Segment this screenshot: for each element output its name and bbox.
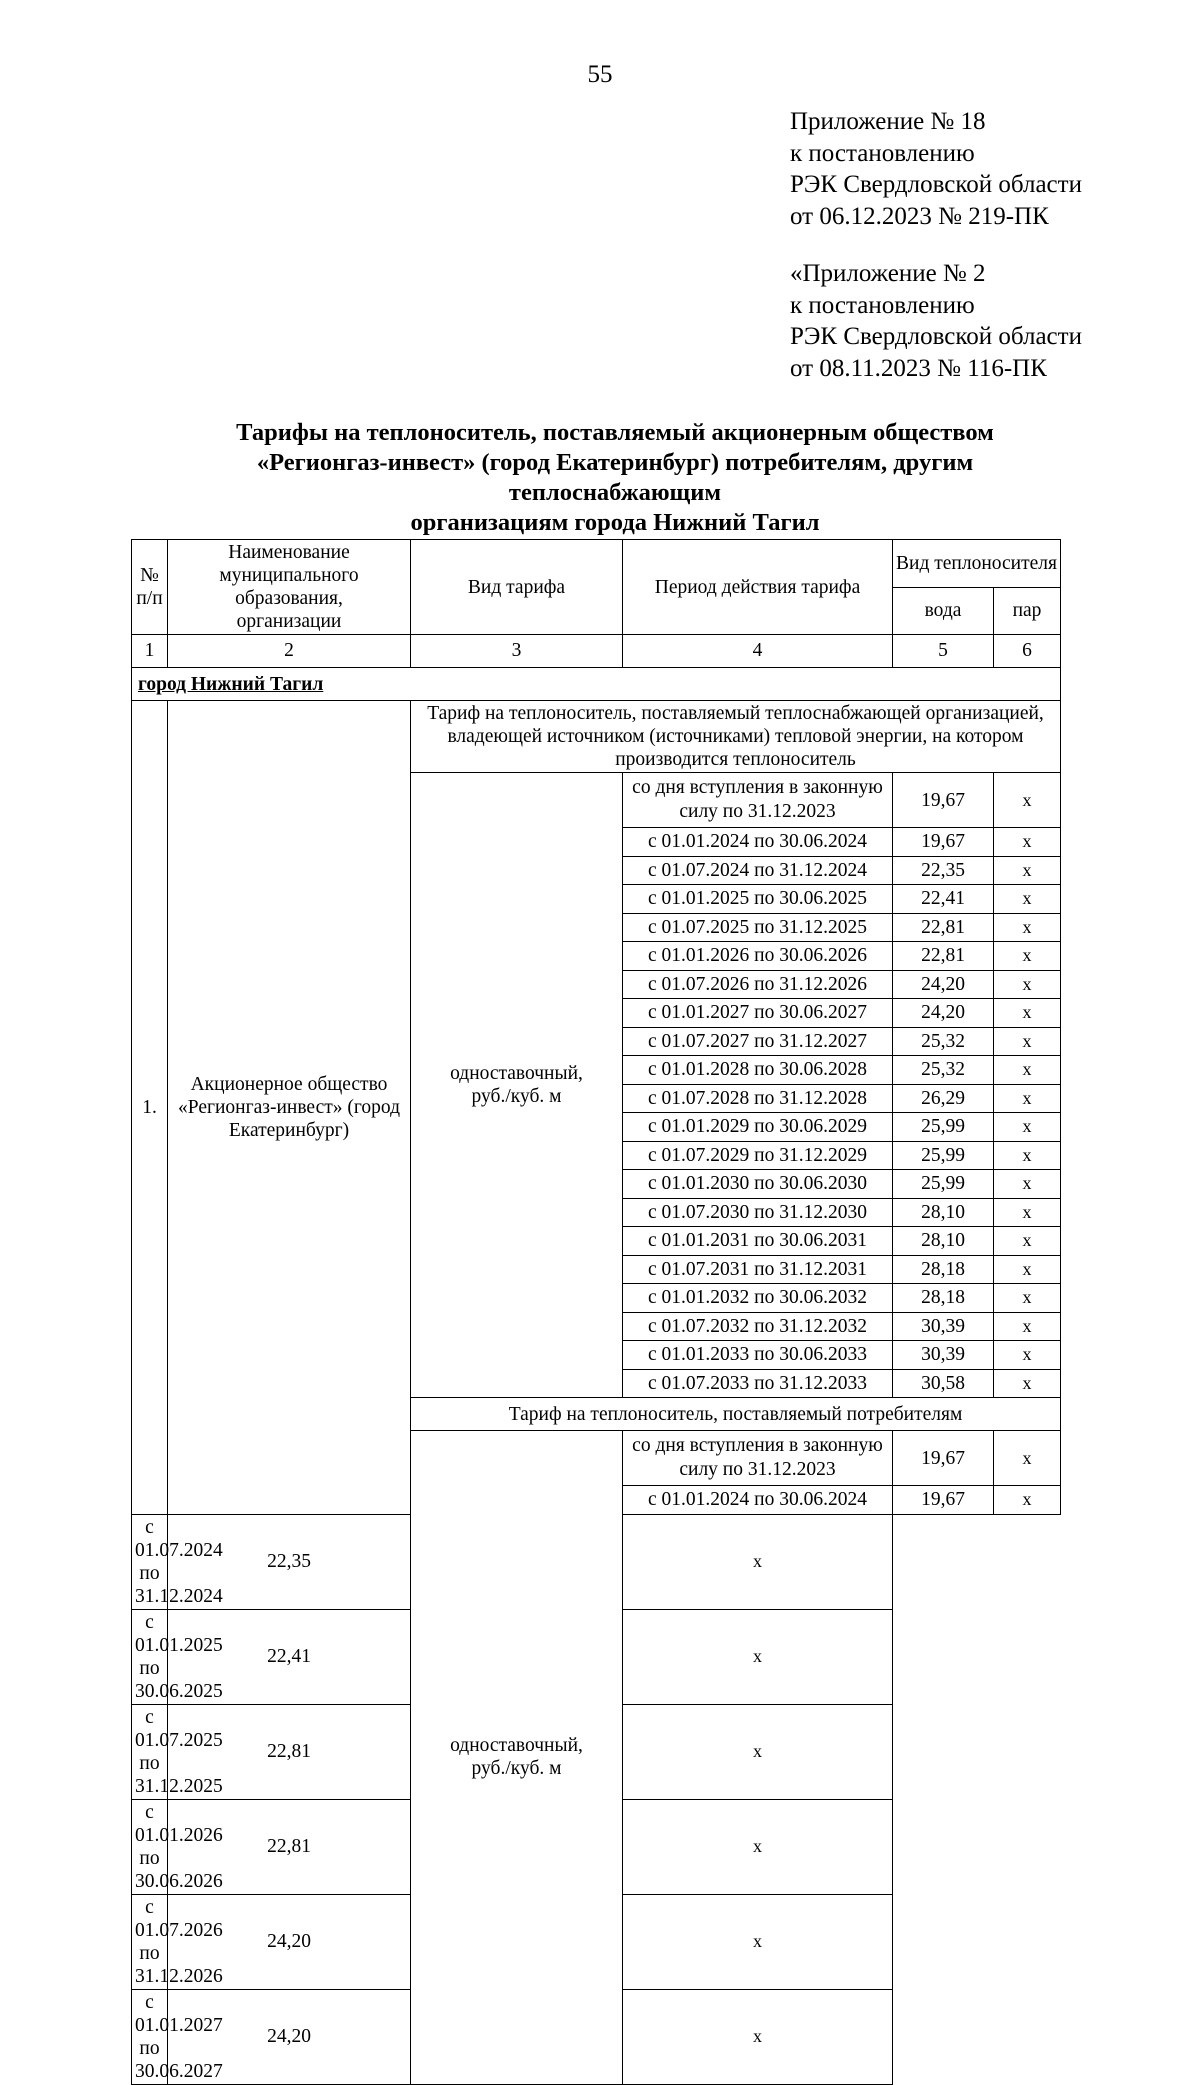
steam-value: х bbox=[994, 1141, 1061, 1170]
column-number-row bbox=[132, 635, 1061, 668]
period-cell: с 01.07.2025 по 31.12.2025 bbox=[623, 913, 893, 942]
column-number-1: 1 bbox=[132, 635, 168, 668]
steam-value: х bbox=[994, 970, 1061, 999]
appendix-secondary-line-3: РЭК Свердловской области bbox=[790, 323, 1082, 350]
water-value: 22,81 bbox=[168, 1799, 411, 1894]
organization-name-line-2: «Регионгаз-инвест» (город bbox=[178, 1096, 400, 1118]
period-cell bbox=[623, 1431, 893, 1486]
steam-value: х bbox=[994, 828, 1061, 857]
organization-name-line-1: Акционерное общество bbox=[190, 1073, 388, 1095]
water-value: 24,20 bbox=[893, 970, 994, 999]
tariff-type-produced bbox=[411, 773, 623, 1398]
steam-value: х bbox=[994, 1341, 1061, 1370]
water-value: 22,81 bbox=[168, 1704, 411, 1799]
period-cell: с 01.07.2024 по 31.12.2024 bbox=[623, 856, 893, 885]
water-value: 28,10 bbox=[893, 1198, 994, 1227]
section-heading-produced-line-1: Тариф на теплоноситель, поставляемый теплоснабжающей организацией, bbox=[427, 703, 1044, 724]
city-group-label: город Нижний Тагил bbox=[132, 668, 1061, 701]
period-cell: с 01.07.2027 по 31.12.2027 bbox=[623, 1027, 893, 1056]
header-name-line-1: Наименование bbox=[228, 542, 350, 563]
period-cell: с 01.07.2033 по 31.12.2033 bbox=[623, 1369, 893, 1398]
column-number-3: 3 bbox=[411, 635, 623, 668]
header-cell-carrier-group: Вид теплоносителя bbox=[893, 540, 1061, 588]
period-cell: с 01.01.2027 по 30.06.2027 bbox=[623, 999, 893, 1028]
steam-value: х bbox=[994, 942, 1061, 971]
column-number-2: 2 bbox=[168, 635, 411, 668]
steam-value: х bbox=[994, 773, 1061, 828]
section-heading-consumers: Тариф на теплоноситель, поставляемый потребителям bbox=[411, 1398, 1061, 1431]
period-cell: с 01.01.2032 по 30.06.2032 bbox=[623, 1284, 893, 1313]
period-cell: с 01.01.2025 по 30.06.2025 bbox=[132, 1609, 168, 1704]
steam-value: х bbox=[994, 1255, 1061, 1284]
appendix-primary-line-3: РЭК Свердловской области bbox=[790, 171, 1082, 198]
period-cell: с 01.07.2032 по 31.12.2032 bbox=[623, 1312, 893, 1341]
steam-value: х bbox=[994, 1486, 1061, 1515]
period-cell: с 01.01.2027 по 30.06.2027 bbox=[132, 1989, 168, 2084]
page-title-line-3: организациям города Нижний Тагил bbox=[410, 509, 820, 536]
steam-value: х bbox=[994, 1198, 1061, 1227]
water-value: 28,18 bbox=[893, 1284, 994, 1313]
water-value: 25,99 bbox=[893, 1113, 994, 1142]
steam-value: х bbox=[994, 1431, 1061, 1486]
water-value: 24,20 bbox=[893, 999, 994, 1028]
period-line-2: силу по 31.12.2023 bbox=[679, 1459, 836, 1480]
water-value: 25,32 bbox=[893, 1056, 994, 1085]
header-cell-water: вода bbox=[893, 587, 994, 635]
period-line-1: со дня вступления в законную bbox=[632, 777, 883, 798]
appendix-reference-primary bbox=[790, 106, 1082, 232]
period-cell: с 01.01.2033 по 30.06.2033 bbox=[623, 1341, 893, 1370]
period-cell: с 01.01.2024 по 30.06.2024 bbox=[623, 828, 893, 857]
organization-name-line-3: Екатеринбург) bbox=[228, 1119, 350, 1141]
organization-row bbox=[132, 701, 1061, 773]
water-value: 19,67 bbox=[893, 828, 994, 857]
tariff-table bbox=[131, 539, 1061, 2085]
steam-value: х bbox=[623, 1799, 893, 1894]
period-line-2: силу по 31.12.2023 bbox=[679, 801, 836, 822]
page-title bbox=[150, 418, 1080, 538]
header-cell-period: Период действия тарифа bbox=[623, 540, 893, 635]
steam-value: х bbox=[623, 1989, 893, 2084]
period-cell: с 01.01.2028 по 30.06.2028 bbox=[623, 1056, 893, 1085]
steam-value: х bbox=[994, 1284, 1061, 1313]
header-cell-steam: пар bbox=[994, 587, 1061, 635]
steam-value: х bbox=[623, 1514, 893, 1609]
header-number-line-2: п/п bbox=[136, 588, 163, 609]
water-value: 30,39 bbox=[893, 1312, 994, 1341]
period-cell: с 01.01.2026 по 30.06.2026 bbox=[132, 1799, 168, 1894]
period-cell: с 01.01.2024 по 30.06.2024 bbox=[623, 1486, 893, 1515]
organization-number: 1. bbox=[132, 701, 168, 1515]
water-value: 22,81 bbox=[893, 942, 994, 971]
period-line-1: со дня вступления в законную bbox=[632, 1435, 883, 1456]
period-cell: с 01.07.2028 по 31.12.2028 bbox=[623, 1084, 893, 1113]
period-cell: с 01.01.2026 по 30.06.2026 bbox=[623, 942, 893, 971]
steam-value: х bbox=[994, 1369, 1061, 1398]
period-cell: с 01.07.2030 по 31.12.2030 bbox=[623, 1198, 893, 1227]
water-value: 19,67 bbox=[893, 773, 994, 828]
tariff-type-consumers-line-2: руб./куб. м bbox=[471, 1758, 562, 1780]
water-value: 30,58 bbox=[893, 1369, 994, 1398]
water-value: 28,18 bbox=[893, 1255, 994, 1284]
column-number-6: 6 bbox=[994, 635, 1061, 668]
water-value: 22,81 bbox=[893, 913, 994, 942]
water-value: 19,67 bbox=[893, 1431, 994, 1486]
period-cell: с 01.01.2029 по 30.06.2029 bbox=[623, 1113, 893, 1142]
steam-value: х bbox=[994, 1084, 1061, 1113]
water-value: 22,41 bbox=[168, 1609, 411, 1704]
table-header-row bbox=[132, 540, 1061, 588]
column-number-5: 5 bbox=[893, 635, 994, 668]
header-name-line-3: организации bbox=[236, 611, 342, 632]
steam-value: х bbox=[994, 1113, 1061, 1142]
period-cell: с 01.07.2025 по 31.12.2025 bbox=[132, 1704, 168, 1799]
steam-value: х bbox=[994, 913, 1061, 942]
period-cell: с 01.01.2025 по 30.06.2025 bbox=[623, 885, 893, 914]
header-number-line-1: № bbox=[140, 565, 159, 586]
steam-value: х bbox=[994, 1027, 1061, 1056]
period-cell: с 01.07.2024 по 31.12.2024 bbox=[132, 1514, 168, 1609]
header-name-line-2: муниципального образования, bbox=[219, 565, 359, 609]
water-value: 24,20 bbox=[168, 1894, 411, 1989]
period-cell: с 01.07.2029 по 31.12.2029 bbox=[623, 1141, 893, 1170]
header-cell-number bbox=[132, 540, 168, 635]
steam-value: х bbox=[994, 1170, 1061, 1199]
section-heading-produced-line-2: владеющей источником (источниками) тепловой энергии, на котором bbox=[447, 726, 1024, 747]
appendix-primary-line-2: к постановлению bbox=[790, 139, 975, 167]
water-value: 22,41 bbox=[893, 885, 994, 914]
water-value: 25,32 bbox=[893, 1027, 994, 1056]
water-value: 25,99 bbox=[893, 1141, 994, 1170]
water-value: 30,39 bbox=[893, 1341, 994, 1370]
column-number-4: 4 bbox=[623, 635, 893, 668]
water-value: 26,29 bbox=[893, 1084, 994, 1113]
steam-value: х bbox=[623, 1704, 893, 1799]
water-value: 19,67 bbox=[893, 1486, 994, 1515]
steam-value: х bbox=[623, 1894, 893, 1989]
steam-value: х bbox=[994, 1056, 1061, 1085]
organization-name bbox=[168, 701, 411, 1515]
water-value: 22,35 bbox=[168, 1514, 411, 1609]
section-heading-produced bbox=[411, 701, 1061, 773]
steam-value: х bbox=[994, 1227, 1061, 1256]
tariff-type-consumers-line-1: одноставочный, bbox=[450, 1735, 583, 1757]
steam-value: х bbox=[994, 1312, 1061, 1341]
water-value: 22,35 bbox=[893, 856, 994, 885]
tariff-type-produced-line-2: руб./куб. м bbox=[471, 1086, 562, 1107]
period-cell bbox=[623, 773, 893, 828]
period-cell: с 01.01.2031 по 30.06.2031 bbox=[623, 1227, 893, 1256]
period-cell: с 01.07.2031 по 31.12.2031 bbox=[623, 1255, 893, 1284]
steam-value: х bbox=[994, 999, 1061, 1028]
page-title-line-1: Тарифы на теплоноситель, поставляемый акционерным обществом bbox=[236, 419, 994, 446]
steam-value: х bbox=[623, 1609, 893, 1704]
steam-value: х bbox=[994, 856, 1061, 885]
appendix-primary-line-1: Приложение № 18 bbox=[790, 108, 986, 135]
appendix-secondary-line-2: к постановлению bbox=[790, 291, 975, 319]
city-group-row bbox=[132, 668, 1061, 701]
page-number: 55 bbox=[587, 61, 613, 88]
appendix-secondary-line-1: «Приложение № 2 bbox=[790, 260, 986, 287]
tariff-type-produced-line-1: одноставочный, bbox=[450, 1063, 583, 1084]
period-cell: с 01.01.2030 по 30.06.2030 bbox=[623, 1170, 893, 1199]
period-cell: с 01.07.2026 по 31.12.2026 bbox=[132, 1894, 168, 1989]
water-value: 25,99 bbox=[893, 1170, 994, 1199]
period-cell: с 01.07.2026 по 31.12.2026 bbox=[623, 970, 893, 999]
appendix-secondary-line-4: от 08.11.2023 № 116-ПК bbox=[790, 354, 1047, 382]
page-title-line-2: «Регионгаз-инвест» (город Екатеринбург) потребителям, другим теплоснабжающим bbox=[256, 449, 974, 506]
steam-value: х bbox=[994, 885, 1061, 914]
appendix-reference-secondary bbox=[790, 258, 1082, 384]
header-cell-name bbox=[168, 540, 411, 635]
tariff-type-consumers bbox=[411, 1431, 623, 2085]
water-value: 24,20 bbox=[168, 1989, 411, 2084]
section-heading-produced-line-3: производится теплоноситель bbox=[615, 749, 856, 770]
water-value: 28,10 bbox=[893, 1227, 994, 1256]
header-cell-tariff-type: Вид тарифа bbox=[411, 540, 623, 635]
appendix-primary-line-4: от 06.12.2023 № 219-ПК bbox=[790, 202, 1049, 230]
